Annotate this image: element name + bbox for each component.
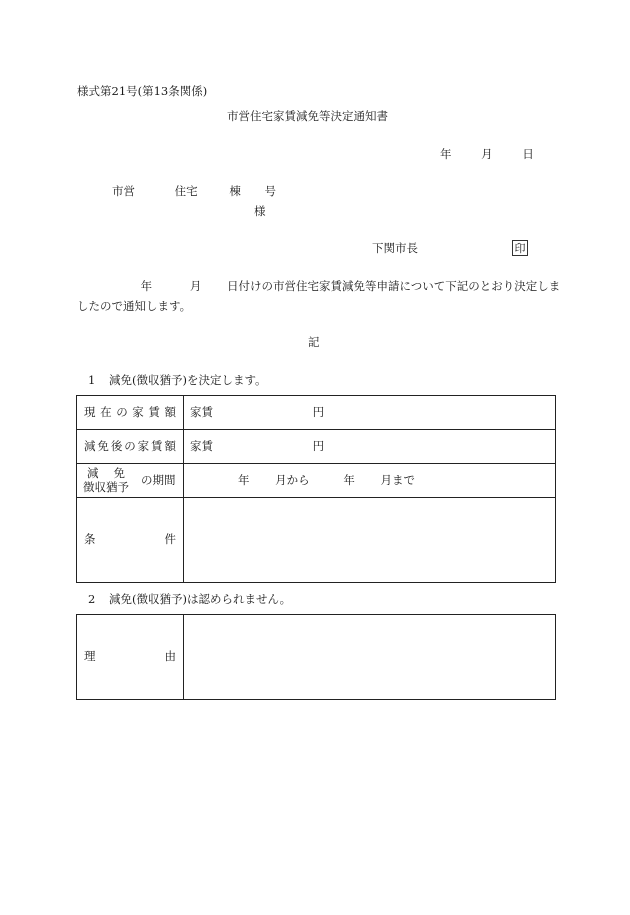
body-line-2: したので通知します。 bbox=[77, 299, 192, 313]
body-line-1 bbox=[77, 281, 560, 293]
ki-heading: 記 bbox=[308, 335, 320, 349]
reason-value[interactable] bbox=[184, 615, 556, 700]
section1-text: 減免(徴収猶予)を決定します。 bbox=[108, 373, 267, 387]
decision-table bbox=[76, 395, 556, 583]
seal-mark: 印 bbox=[512, 240, 528, 256]
section2-text: 減免(徴収猶予)は認められません。 bbox=[108, 592, 292, 606]
address-number: 号 bbox=[264, 184, 276, 198]
after-rent-prefix: 家賃 bbox=[190, 438, 213, 453]
form-number: 様式第21号(第13条関係) bbox=[77, 84, 208, 98]
date-day: 日 bbox=[522, 147, 534, 161]
issue-date bbox=[440, 149, 534, 161]
conditions-label: 条 件 bbox=[77, 498, 184, 583]
period-to-year: 年 bbox=[343, 472, 355, 487]
section1-number: 1 bbox=[88, 373, 96, 387]
body-year: 年 bbox=[140, 279, 153, 293]
recipient-address bbox=[112, 186, 276, 198]
period-from-month: 月から bbox=[275, 472, 310, 487]
reason-label: 理 由 bbox=[77, 615, 184, 700]
current-rent-prefix: 家賃 bbox=[190, 404, 213, 419]
after-rent-unit: 円 bbox=[312, 438, 325, 453]
current-rent-value[interactable] bbox=[184, 396, 556, 430]
conditions-value[interactable] bbox=[184, 498, 556, 583]
body-text-1: 日付けの市営住宅家賃減免等申請について下記のとおり決定しま bbox=[226, 279, 561, 293]
period-to-month: 月まで bbox=[380, 472, 415, 487]
date-year: 年 bbox=[440, 147, 452, 161]
recipient-honorific: 様 bbox=[254, 204, 266, 218]
section1-heading bbox=[88, 375, 267, 387]
date-month: 月 bbox=[481, 147, 493, 161]
issuer-name: 下関市長 bbox=[372, 241, 418, 255]
period-from-year: 年 bbox=[238, 472, 250, 487]
current-rent-label: 現 在 の 家 賃 額 bbox=[77, 396, 184, 430]
after-rent-label: 減 免 後 の 家 賃 額 bbox=[77, 430, 184, 464]
current-rent-unit: 円 bbox=[312, 404, 325, 419]
section2-number: 2 bbox=[88, 592, 96, 606]
rejection-table bbox=[76, 614, 556, 700]
address-building: 棟 bbox=[229, 184, 241, 198]
document-title: 市営住宅家賃減免等決定通知書 bbox=[227, 109, 388, 123]
body-month: 月 bbox=[189, 279, 202, 293]
section2-heading bbox=[88, 594, 291, 606]
address-housing: 住宅 bbox=[174, 184, 198, 198]
after-rent-value[interactable] bbox=[184, 430, 556, 464]
period-label: 減 免 徴収猶予 の期間 bbox=[77, 464, 184, 498]
period-value[interactable] bbox=[184, 464, 556, 498]
address-city-housing: 市営 bbox=[112, 184, 135, 198]
